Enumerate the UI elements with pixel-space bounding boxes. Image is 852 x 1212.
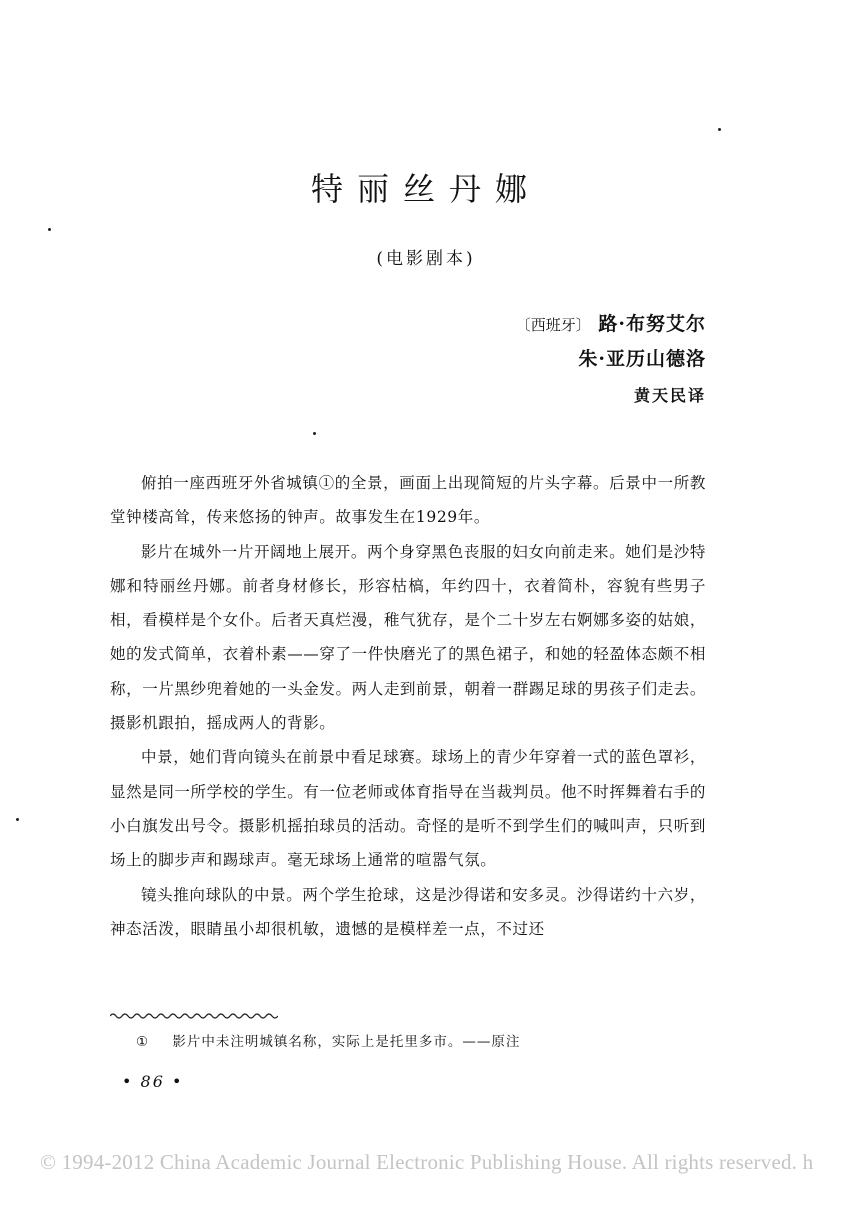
copyright-watermark: © 1994-2012 China Academic Journal Electronic Publishing House. All rights reserved. h bbox=[40, 1150, 814, 1174]
author-line-1 bbox=[516, 309, 706, 336]
subtitle: (电影剧本) bbox=[376, 249, 476, 269]
footnote-separator bbox=[110, 1012, 278, 1020]
translator: 黄天民译 bbox=[633, 386, 706, 405]
stray-dot bbox=[718, 128, 721, 131]
footnote bbox=[136, 1030, 520, 1050]
stray-dot bbox=[48, 228, 51, 231]
footnote-text: 影片中未注明城镇名称，实际上是托里多市。——原注 bbox=[172, 1034, 521, 1050]
author-name-1: 路·布努艾尔 bbox=[598, 313, 706, 335]
page-title: 特丽丝丹娜 bbox=[310, 170, 541, 208]
paragraph: 镜头推向球队的中景。两个学生抢球，这是沙得诺和安多灵。沙得诺约十六岁，神态活泼，眼睛虽小却很机敏，遗憾的是模样差一点，不过还 bbox=[110, 885, 706, 938]
footnote-mark: ① bbox=[136, 1034, 150, 1050]
stray-dot bbox=[313, 432, 316, 435]
page-number: • 86 • bbox=[122, 1072, 184, 1091]
body-text bbox=[110, 466, 706, 946]
stray-dot bbox=[16, 818, 19, 821]
paragraph: 影片在城外一片开阔地上展开。两个身穿黑色丧服的妇女向前走来。她们是沙特娜和特丽丝丹娜。前者身材修长，形容枯槁，年约四十，衣着简朴，容貌有些男子相，看模样是个女仆。后者天真烂漫，稚气犹存，是个二十岁左右婀娜多姿的姑娘，她的发式简单，衣着朴素——穿了一件快磨光了的黑色裙子，和她的轻盈体态颇不相称，一片黑纱兜着她的一头金发。两人走到前景，朝着一群踢足球的男孩子们走去。摄影机跟拍，摇成两人的背影。 bbox=[110, 542, 706, 733]
author-nationality: 〔西班牙〕 bbox=[515, 316, 591, 334]
paragraph: 中景，她们背向镜头在前景中看足球赛。球场上的青少年穿着一式的蓝色罩衫，显然是同一所学校的学生。有一位老师或体育指导在当裁判员。他不时挥舞着右手的小白旗发出号令。摄影机摇拍球员的活动。奇怪的是听不到学生们的喊叫声，只听到场上的脚步声和踢球声。毫无球场上通常的喧嚣气氛。 bbox=[110, 748, 706, 870]
author-name-2: 朱·亚历山德洛 bbox=[578, 348, 706, 370]
paragraph: 俯拍一座西班牙外省城镇①的全景，画面上出现简短的片头字幕。后景中一所教堂钟楼高耸，传来悠扬的钟声。故事发生在1929年。 bbox=[110, 474, 706, 527]
